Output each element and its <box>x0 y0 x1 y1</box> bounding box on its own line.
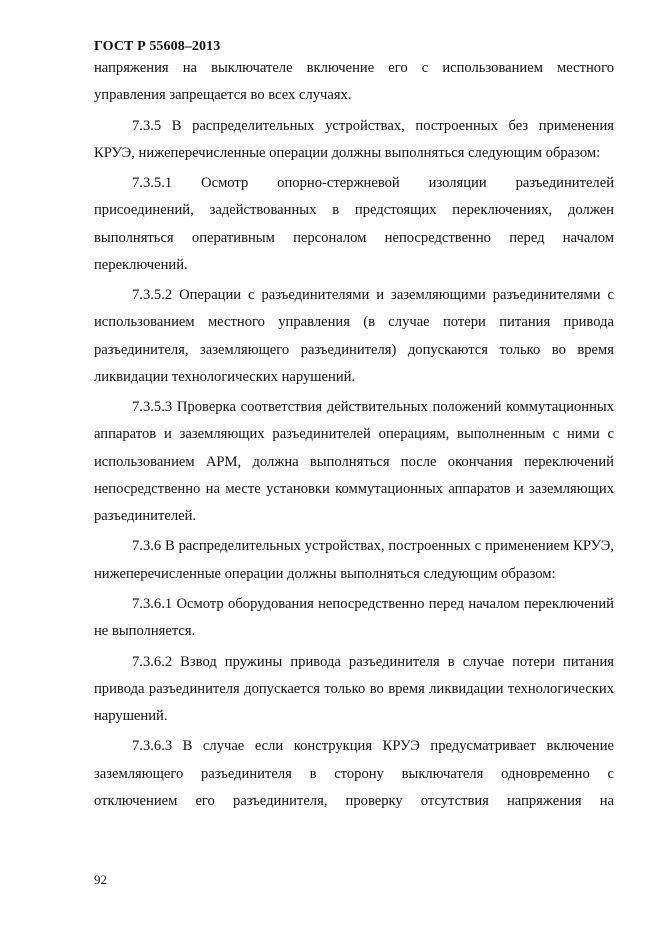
paragraph-7-3-6-1: 7.3.6.1 Осмотр оборудования непосредственно перед началом переключений не выполняется. <box>94 595 614 640</box>
standard-header: ГОСТ Р 55608–2013 <box>94 39 221 54</box>
paragraph-7-3-5: 7.3.5 В распределительных устройствах, построенных без применения КРУЭ, нижеперечисленные операции должны выполняться следующим образом: <box>94 117 614 161</box>
paragraph-7-3-6-2: 7.3.6.2 Взвод пружины привода разъединителя в случае потери питания привода разъединителя допускается только во время ликвидации технологических нарушений. <box>94 653 614 724</box>
paragraph-7-3-5-3: 7.3.5.3 Проверка соответствия действительных положений коммутационных аппаратов и заземляющих разъединителей операциям, выполненным с ними с использованием АРМ, должна выполняться после окончания переключений непосредственно на месте установки коммутационных аппаратов и заземляющих разъединителей. <box>94 399 614 524</box>
page-number: 92 <box>94 872 107 887</box>
body-text <box>94 55 614 818</box>
paragraph-continuation: напряжения на выключателе включение его с использованием местного управления запрещается во всех случаях. <box>94 60 614 104</box>
paragraph-7-3-5-1: 7.3.5.1 Осмотр опорно-стержневой изоляции разъединителей присоединений, задействованных в предстоящих переключениях, должен выполняться оперативным персоналом непосредственно перед началом переключений. <box>94 175 614 273</box>
paragraph-7-3-6: 7.3.6 В распределительных устройствах, построенных с применением КРУЭ, нижеперечисленные операции должны выполняться следующим образом: <box>94 538 614 582</box>
paragraph-7-3-5-2: 7.3.5.2 Операции с разъединителями и заземляющими разъединителями с использованием местного управления (в случае потери питания привода разъединителя, заземляющего разъединителя) допускаются только во время ликвидации технологических нарушений. <box>94 287 614 385</box>
paragraph-7-3-6-3: 7.3.6.3 В случае если конструкция КРУЭ предусматривает включение заземляющего разъединителя в сторону выключателя одновременно с отключением его разъединителя, проверку отсутствия напряжения на <box>94 738 614 809</box>
